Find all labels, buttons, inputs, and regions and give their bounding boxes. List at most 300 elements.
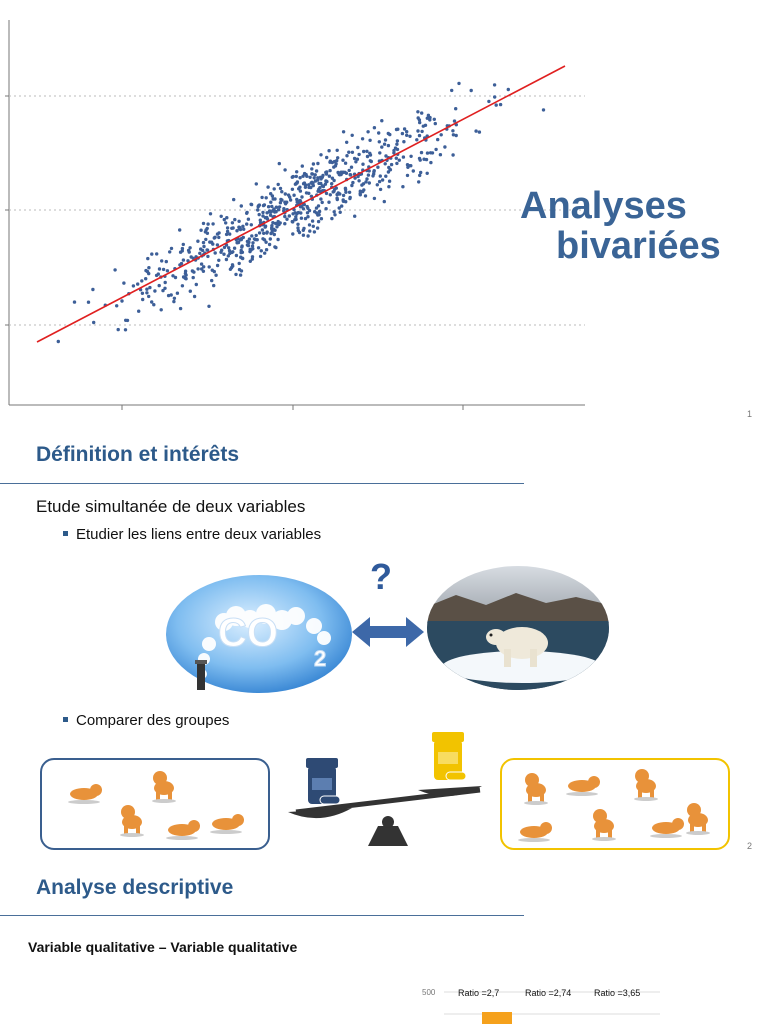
- scatter-point: [426, 151, 429, 154]
- scatter-point: [333, 213, 336, 216]
- scatter-point: [424, 124, 427, 127]
- scatter-point: [419, 171, 422, 174]
- title-line-1: Analyses: [520, 185, 687, 227]
- scatter-point: [272, 228, 275, 231]
- scatter-point: [182, 258, 185, 261]
- scatter-point: [366, 130, 369, 133]
- scatter-point: [336, 149, 339, 152]
- scatter-point: [261, 237, 264, 240]
- scatter-point: [211, 269, 214, 272]
- scatter-point: [291, 212, 294, 215]
- scatter-point: [373, 197, 376, 200]
- scatter-point: [396, 148, 399, 151]
- scatter-point: [166, 269, 169, 272]
- scatter-point: [377, 131, 380, 134]
- scatter-point: [87, 301, 90, 304]
- scatter-point: [148, 286, 151, 289]
- section-title: Analyse descriptive: [36, 876, 234, 899]
- group-a-box: [40, 758, 270, 850]
- scatter-point: [207, 305, 210, 308]
- scatter-point: [279, 198, 282, 201]
- scatter-point: [454, 107, 457, 110]
- dog-icon: [650, 818, 684, 838]
- balance-scale-icon: [288, 730, 488, 850]
- scatter-point: [285, 201, 288, 204]
- section-title: Définition et intérêts: [36, 443, 240, 466]
- scatter-point: [155, 274, 158, 277]
- scatter-point: [216, 264, 219, 267]
- scatter-point: [316, 162, 319, 165]
- scatter-point: [314, 173, 317, 176]
- scatter-point: [320, 217, 323, 220]
- scatter-point: [269, 237, 272, 240]
- scatter-point: [343, 171, 346, 174]
- scatter-point: [362, 150, 365, 153]
- bullet-marker: [63, 531, 68, 536]
- scatter-point: [388, 168, 391, 171]
- scatter-point: [233, 247, 236, 250]
- ratio-annotation: Ratio =2,7: [458, 988, 500, 998]
- scatter-point: [308, 229, 311, 232]
- scatter-point: [141, 298, 144, 301]
- scatter-point: [330, 217, 333, 220]
- scatter-point: [267, 205, 270, 208]
- scatter-point: [160, 259, 163, 262]
- scatter-point: [390, 163, 393, 166]
- scatter-point: [376, 166, 379, 169]
- scatter-point: [146, 270, 149, 273]
- scatter-point: [401, 132, 404, 135]
- scatter-point: [155, 252, 158, 255]
- scatter-point: [379, 188, 382, 191]
- scatter-point: [179, 307, 182, 310]
- scatter-point: [193, 295, 196, 298]
- scatter-point: [380, 145, 383, 148]
- scatter-point: [160, 308, 163, 311]
- scatter-point: [247, 241, 250, 244]
- scatter-point: [239, 273, 242, 276]
- scatter-point: [178, 228, 181, 231]
- scatter-point: [428, 116, 431, 119]
- scatter-point: [140, 279, 143, 282]
- scatter-point: [335, 197, 338, 200]
- scatter-point: [132, 284, 135, 287]
- scatter-point: [251, 241, 254, 244]
- scatter-point: [384, 175, 387, 178]
- scatter-point: [162, 268, 165, 271]
- scatter-point: [342, 198, 345, 201]
- scatter-point: [238, 238, 241, 241]
- scatter-point: [225, 233, 228, 236]
- scatter-point: [287, 193, 290, 196]
- scatter-point: [259, 219, 262, 222]
- scatter-point: [283, 168, 286, 171]
- scatter-point: [284, 192, 287, 195]
- scatter-point: [300, 195, 303, 198]
- scatter-point: [150, 252, 153, 255]
- scatter-point: [507, 88, 510, 91]
- scatter-point: [208, 240, 211, 243]
- scatter-point: [260, 249, 263, 252]
- scatter-point: [264, 225, 267, 228]
- scatter-point: [73, 300, 76, 303]
- scatter-point: [261, 211, 264, 214]
- scatter-point: [202, 222, 205, 225]
- co2-text: CO: [218, 611, 278, 655]
- slide-2: [0, 432, 768, 862]
- scatter-point: [172, 300, 175, 303]
- scatter-point: [206, 232, 209, 235]
- scatter-point: [420, 111, 423, 114]
- scatter-point: [164, 281, 167, 284]
- scatter-point: [292, 194, 295, 197]
- slide-3: [0, 868, 768, 1024]
- scatter-point: [277, 183, 280, 186]
- scatter-point: [165, 260, 168, 263]
- ratio-annotation: Ratio =2,74: [525, 988, 572, 998]
- scatter-point: [272, 197, 275, 200]
- scatter-point: [222, 253, 225, 256]
- scatter-point: [147, 295, 150, 298]
- scatter-point: [378, 140, 381, 143]
- dog-icon: [210, 814, 244, 834]
- scatter-point: [354, 160, 357, 163]
- scatter-point: [115, 304, 118, 307]
- scatter-point: [349, 196, 352, 199]
- scatter-point: [321, 174, 324, 177]
- scatter-point: [306, 215, 309, 218]
- scatter-point: [313, 230, 316, 233]
- scatter-point: [395, 157, 398, 160]
- scatter-point: [271, 194, 274, 197]
- scatter-point: [412, 169, 415, 172]
- scatter-point: [493, 95, 496, 98]
- scatter-point: [265, 196, 268, 199]
- scatter-point: [443, 145, 446, 148]
- scatter-point: [279, 201, 282, 204]
- scatter-point: [364, 194, 367, 197]
- scatter-point: [240, 249, 243, 252]
- co2-illustration: [164, 574, 354, 694]
- scatter-point: [440, 133, 443, 136]
- scatter-point: [429, 151, 432, 154]
- scatter-point: [379, 174, 382, 177]
- scatter-point: [227, 246, 230, 249]
- scatter-point: [405, 130, 408, 133]
- scatter-point: [249, 203, 252, 206]
- scatter-point: [274, 246, 277, 249]
- scatter-point: [92, 321, 95, 324]
- scatter-point: [383, 200, 386, 203]
- scatter-point: [329, 193, 332, 196]
- scatter-point: [212, 284, 215, 287]
- scatter-point: [348, 191, 351, 194]
- scatter-point: [319, 182, 322, 185]
- scatter-point: [295, 170, 298, 173]
- scatter-point: [356, 146, 359, 149]
- scatter-point: [316, 226, 319, 229]
- scatter-point: [273, 210, 276, 213]
- scatter-point: [345, 154, 348, 157]
- scatter-point: [325, 156, 328, 159]
- scatter-point: [388, 180, 391, 183]
- scatter-point: [238, 268, 241, 271]
- scatter-point: [91, 288, 94, 291]
- scatter-point: [113, 268, 116, 271]
- scatter-point: [401, 185, 404, 188]
- scatter-point: [250, 248, 253, 251]
- scatter-point: [120, 299, 123, 302]
- scatter-point: [122, 281, 125, 284]
- scatter-point: [387, 185, 390, 188]
- scatter-point: [383, 143, 386, 146]
- scatter-point: [144, 277, 147, 280]
- scatter-point: [145, 288, 148, 291]
- scatter-point: [297, 211, 300, 214]
- scatter-point: [403, 127, 406, 130]
- subtitle: Variable qualitative – Variable qualitative: [28, 939, 298, 955]
- scatter-point: [245, 211, 248, 214]
- scatter-point: [184, 273, 187, 276]
- scatter-point: [231, 221, 234, 224]
- scatter-point: [333, 210, 336, 213]
- scatter-point: [415, 138, 418, 141]
- scatter-points: [57, 82, 546, 343]
- dog-icon: [166, 820, 200, 840]
- scatter-point: [357, 179, 360, 182]
- scatter-point: [350, 184, 353, 187]
- scatter-point: [381, 178, 384, 181]
- scatter-point: [248, 237, 251, 240]
- scatter-point: [351, 151, 354, 154]
- scatter-point: [291, 232, 294, 235]
- bar-chart-partial: [410, 984, 670, 1024]
- dogs-group-a: [42, 760, 268, 848]
- scatter-point: [257, 204, 260, 207]
- scatter-point: [240, 245, 243, 248]
- scatter-point: [217, 231, 220, 234]
- y-tick-label: 500: [422, 988, 436, 997]
- scatter-point: [364, 180, 367, 183]
- dog-icon: [686, 803, 710, 835]
- scatter-point: [237, 226, 240, 229]
- scatter-point: [173, 297, 176, 300]
- scatter-point: [420, 151, 423, 154]
- scatter-point: [348, 169, 351, 172]
- scatter-point: [365, 177, 368, 180]
- scatter-point: [351, 134, 354, 137]
- scatter-point: [191, 269, 194, 272]
- scatter-point: [419, 158, 422, 161]
- scatter-point: [417, 180, 420, 183]
- scatter-point: [192, 276, 195, 279]
- scatter-point: [436, 138, 439, 141]
- scatter-point: [298, 176, 301, 179]
- scatter-point: [325, 192, 328, 195]
- scatter-point: [450, 89, 453, 92]
- scatter-point: [451, 129, 454, 132]
- scatter-point: [231, 250, 234, 253]
- scatter-point: [141, 292, 144, 295]
- dog-icon: [152, 771, 176, 803]
- scatter-point: [256, 208, 259, 211]
- double-arrow-icon: [352, 615, 424, 649]
- scatter-point: [396, 139, 399, 142]
- scatter-point: [384, 138, 387, 141]
- scatter-point: [285, 218, 288, 221]
- scatter-point: [181, 247, 184, 250]
- scatter-point: [171, 274, 174, 277]
- scatter-point: [225, 216, 228, 219]
- scatter-point: [117, 328, 120, 331]
- scatter-point: [299, 189, 302, 192]
- scatter-point: [265, 248, 268, 251]
- bar: [482, 1012, 512, 1024]
- scatter-point: [316, 178, 319, 181]
- scatter-point: [350, 166, 353, 169]
- scatter-point: [429, 161, 432, 164]
- scatter-point: [366, 155, 369, 158]
- slide-title: [520, 186, 721, 266]
- scatter-point: [200, 267, 203, 270]
- scatter-point: [283, 222, 286, 225]
- scatter-point: [317, 220, 320, 223]
- scatter-point: [338, 173, 341, 176]
- dog-icon: [634, 769, 658, 801]
- scatter-point: [398, 159, 401, 162]
- scatter-point: [332, 190, 335, 193]
- scatter-point: [304, 186, 307, 189]
- scatter-point: [452, 133, 455, 136]
- scatter-point: [240, 204, 243, 207]
- scatter-point: [202, 241, 205, 244]
- scatter-point: [276, 238, 279, 241]
- scatter-point: [247, 218, 250, 221]
- question-mark: ?: [370, 556, 392, 597]
- scatter-point: [224, 221, 227, 224]
- scatter-point: [387, 144, 390, 147]
- scatter-point: [205, 248, 208, 251]
- scatter-point: [235, 254, 238, 257]
- scatter-point: [305, 175, 308, 178]
- bullet-item: [63, 526, 321, 543]
- scatter-point: [217, 236, 220, 239]
- scatter-point: [344, 162, 347, 165]
- scatter-point: [474, 129, 477, 132]
- scatter-point: [322, 185, 325, 188]
- scatter-point: [226, 226, 229, 229]
- scatter-point: [179, 251, 182, 254]
- scatter-point: [425, 158, 428, 161]
- scatter-point: [210, 279, 213, 282]
- scatter-point: [434, 148, 437, 151]
- scatter-point: [268, 243, 271, 246]
- scatter-point: [124, 328, 127, 331]
- scatter-point: [278, 162, 281, 165]
- scatter-point: [250, 234, 253, 237]
- scatter-point: [370, 160, 373, 163]
- scatter-point: [302, 182, 305, 185]
- scatter-point: [373, 126, 376, 129]
- scatter-point: [395, 143, 398, 146]
- scatter-point: [283, 215, 286, 218]
- scatter-point: [357, 153, 360, 156]
- scatter-point: [245, 222, 248, 225]
- scatter-point: [307, 183, 310, 186]
- scatter-point: [361, 190, 364, 193]
- scatter-point: [150, 300, 153, 303]
- scatter-point: [266, 185, 269, 188]
- scatter-point: [255, 234, 258, 237]
- dog-icon: [566, 776, 600, 796]
- scatter-point: [317, 213, 320, 216]
- scatter-point: [310, 167, 313, 170]
- scatter-point: [211, 222, 214, 225]
- scatter-point: [402, 155, 405, 158]
- bullet-item: [63, 712, 229, 729]
- scatter-point: [200, 262, 203, 265]
- scatter-point: [327, 149, 330, 152]
- scatter-point: [418, 118, 421, 121]
- scatter-point: [315, 169, 318, 172]
- scatter-point: [378, 151, 381, 154]
- scatter-point: [499, 103, 502, 106]
- scatter-point: [297, 229, 300, 232]
- slide-1: [0, 0, 768, 425]
- scatter-point: [188, 250, 191, 253]
- scatter-point: [289, 198, 292, 201]
- scatter-point: [184, 270, 187, 273]
- scatter-point: [196, 240, 199, 243]
- scatter-point: [196, 267, 199, 270]
- scatter-point: [372, 170, 375, 173]
- scatter-point: [416, 129, 419, 132]
- scatter-point: [57, 340, 60, 343]
- scatter-point: [367, 173, 370, 176]
- scatter-point: [369, 153, 372, 156]
- scatter-point: [217, 259, 220, 262]
- scatter-point: [361, 137, 364, 140]
- scatter-point: [209, 212, 212, 215]
- scatter-point: [307, 192, 310, 195]
- dog-icon: [518, 822, 552, 842]
- scatter-point: [406, 166, 409, 169]
- scatter-point: [230, 227, 233, 230]
- scatter-point: [308, 176, 311, 179]
- scatter-point: [318, 186, 321, 189]
- scatter-point: [158, 284, 161, 287]
- scatter-point: [542, 108, 545, 111]
- scatter-point: [229, 268, 232, 271]
- scatter-point: [384, 162, 387, 165]
- scatter-point: [418, 134, 421, 137]
- scatter-point: [360, 183, 363, 186]
- scatter-point: [308, 223, 311, 226]
- scatter-point: [324, 171, 327, 174]
- co2-subscript: 2: [314, 646, 327, 671]
- scatter-point: [279, 221, 282, 224]
- scatter-point: [234, 273, 237, 276]
- scatter-point: [241, 225, 244, 228]
- scatter-point: [291, 176, 294, 179]
- scatter-point: [318, 210, 321, 213]
- scatter-point: [214, 251, 217, 254]
- scatter-point: [270, 205, 273, 208]
- scatter-point: [378, 180, 381, 183]
- scatter-point: [251, 244, 254, 247]
- scatter-point: [376, 183, 379, 186]
- scatter-point: [324, 179, 327, 182]
